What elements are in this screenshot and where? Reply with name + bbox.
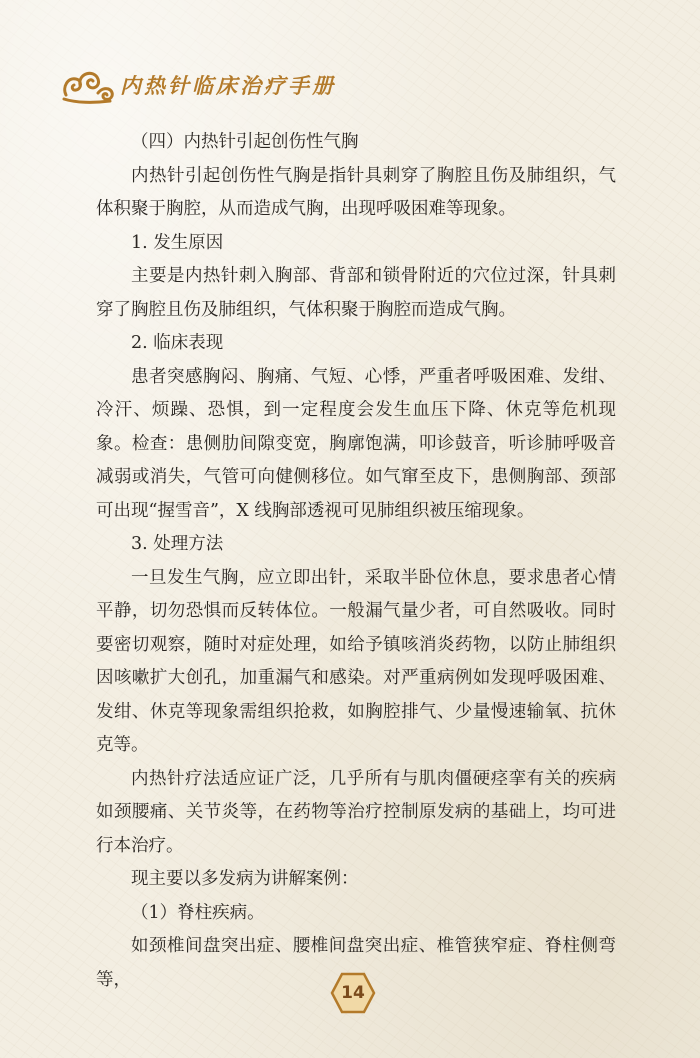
paragraph: 一旦发生气胸，应立即出针，采取半卧位休息，要求患者心情平静，切勿恐惧而反转体位。一般漏气量少者，可自然吸收。同时要密切观察，随时对症处理，如给予镇咳消炎药物，以防止肺组织因咳嗽扩大创孔，加重漏气和感染。对严重病例如发现呼吸困难、发绀、休克等现象需组织抢救，如胸腔排气、少量慢速输氧、抗休克等。 — [96, 567, 616, 755]
page-number: 14 — [341, 983, 365, 1003]
paragraph: 主要是内热针刺入胸部、背部和锁骨附近的穴位过深，针具刺穿了胸腔且伤及肺组织，气体积聚于胸腔而造成气胸。 — [96, 266, 616, 320]
paragraph: 内热针疗法适应证广泛，几乎所有与肌肉僵硬痉挛有关的疾病如颈腰痛、关节炎等，在药物等治疗控制原发病的基础上，均可进行本治疗。 — [96, 768, 616, 856]
subsection-heading: 1. 发生原因 — [131, 232, 224, 253]
section-heading: （四）内热针引起创伤性气胸 — [131, 132, 359, 152]
page-number-badge — [330, 972, 376, 1014]
cloud-swirl-ornament-icon — [60, 65, 116, 105]
list-heading: （1）脊柱疾病。 — [131, 902, 265, 923]
paragraph: 现主要以多发病为讲解案例： — [131, 869, 359, 889]
paragraph: 如颈椎间盘突出症、腰椎间盘突出症、椎管狭窄症、脊柱侧弯等， — [96, 936, 616, 990]
subsection-heading: 3. 处理方法 — [131, 534, 224, 554]
subsection-heading: 2. 临床表现 — [131, 333, 224, 353]
paragraph: 患者突感胸闷、胸痛、气短、心悸，严重者呼吸困难、发绀、冷汗、烦躁、恐惧，到一定程度会发生血压下降、休克等危机现象。检查：患侧肋间隙变宽，胸廓饱满，叩诊鼓音，听诊肺呼吸音减弱或消失，气管可向健侧移位。如气窜至皮下，患侧胸部、颈部可出现“握雪音”，X 线胸部透视可见肺组织被压缩现象。 — [96, 366, 616, 521]
page-header — [60, 62, 336, 108]
paragraph: 内热针引起创伤性气胸是指针具刺穿了胸腔且伤及肺组织，气体积聚于胸腔，从而造成气胸，出现呼吸困难等现象。 — [96, 165, 616, 219]
book-title: 内热针临床治疗手册 — [120, 74, 336, 98]
body-text — [96, 126, 616, 997]
